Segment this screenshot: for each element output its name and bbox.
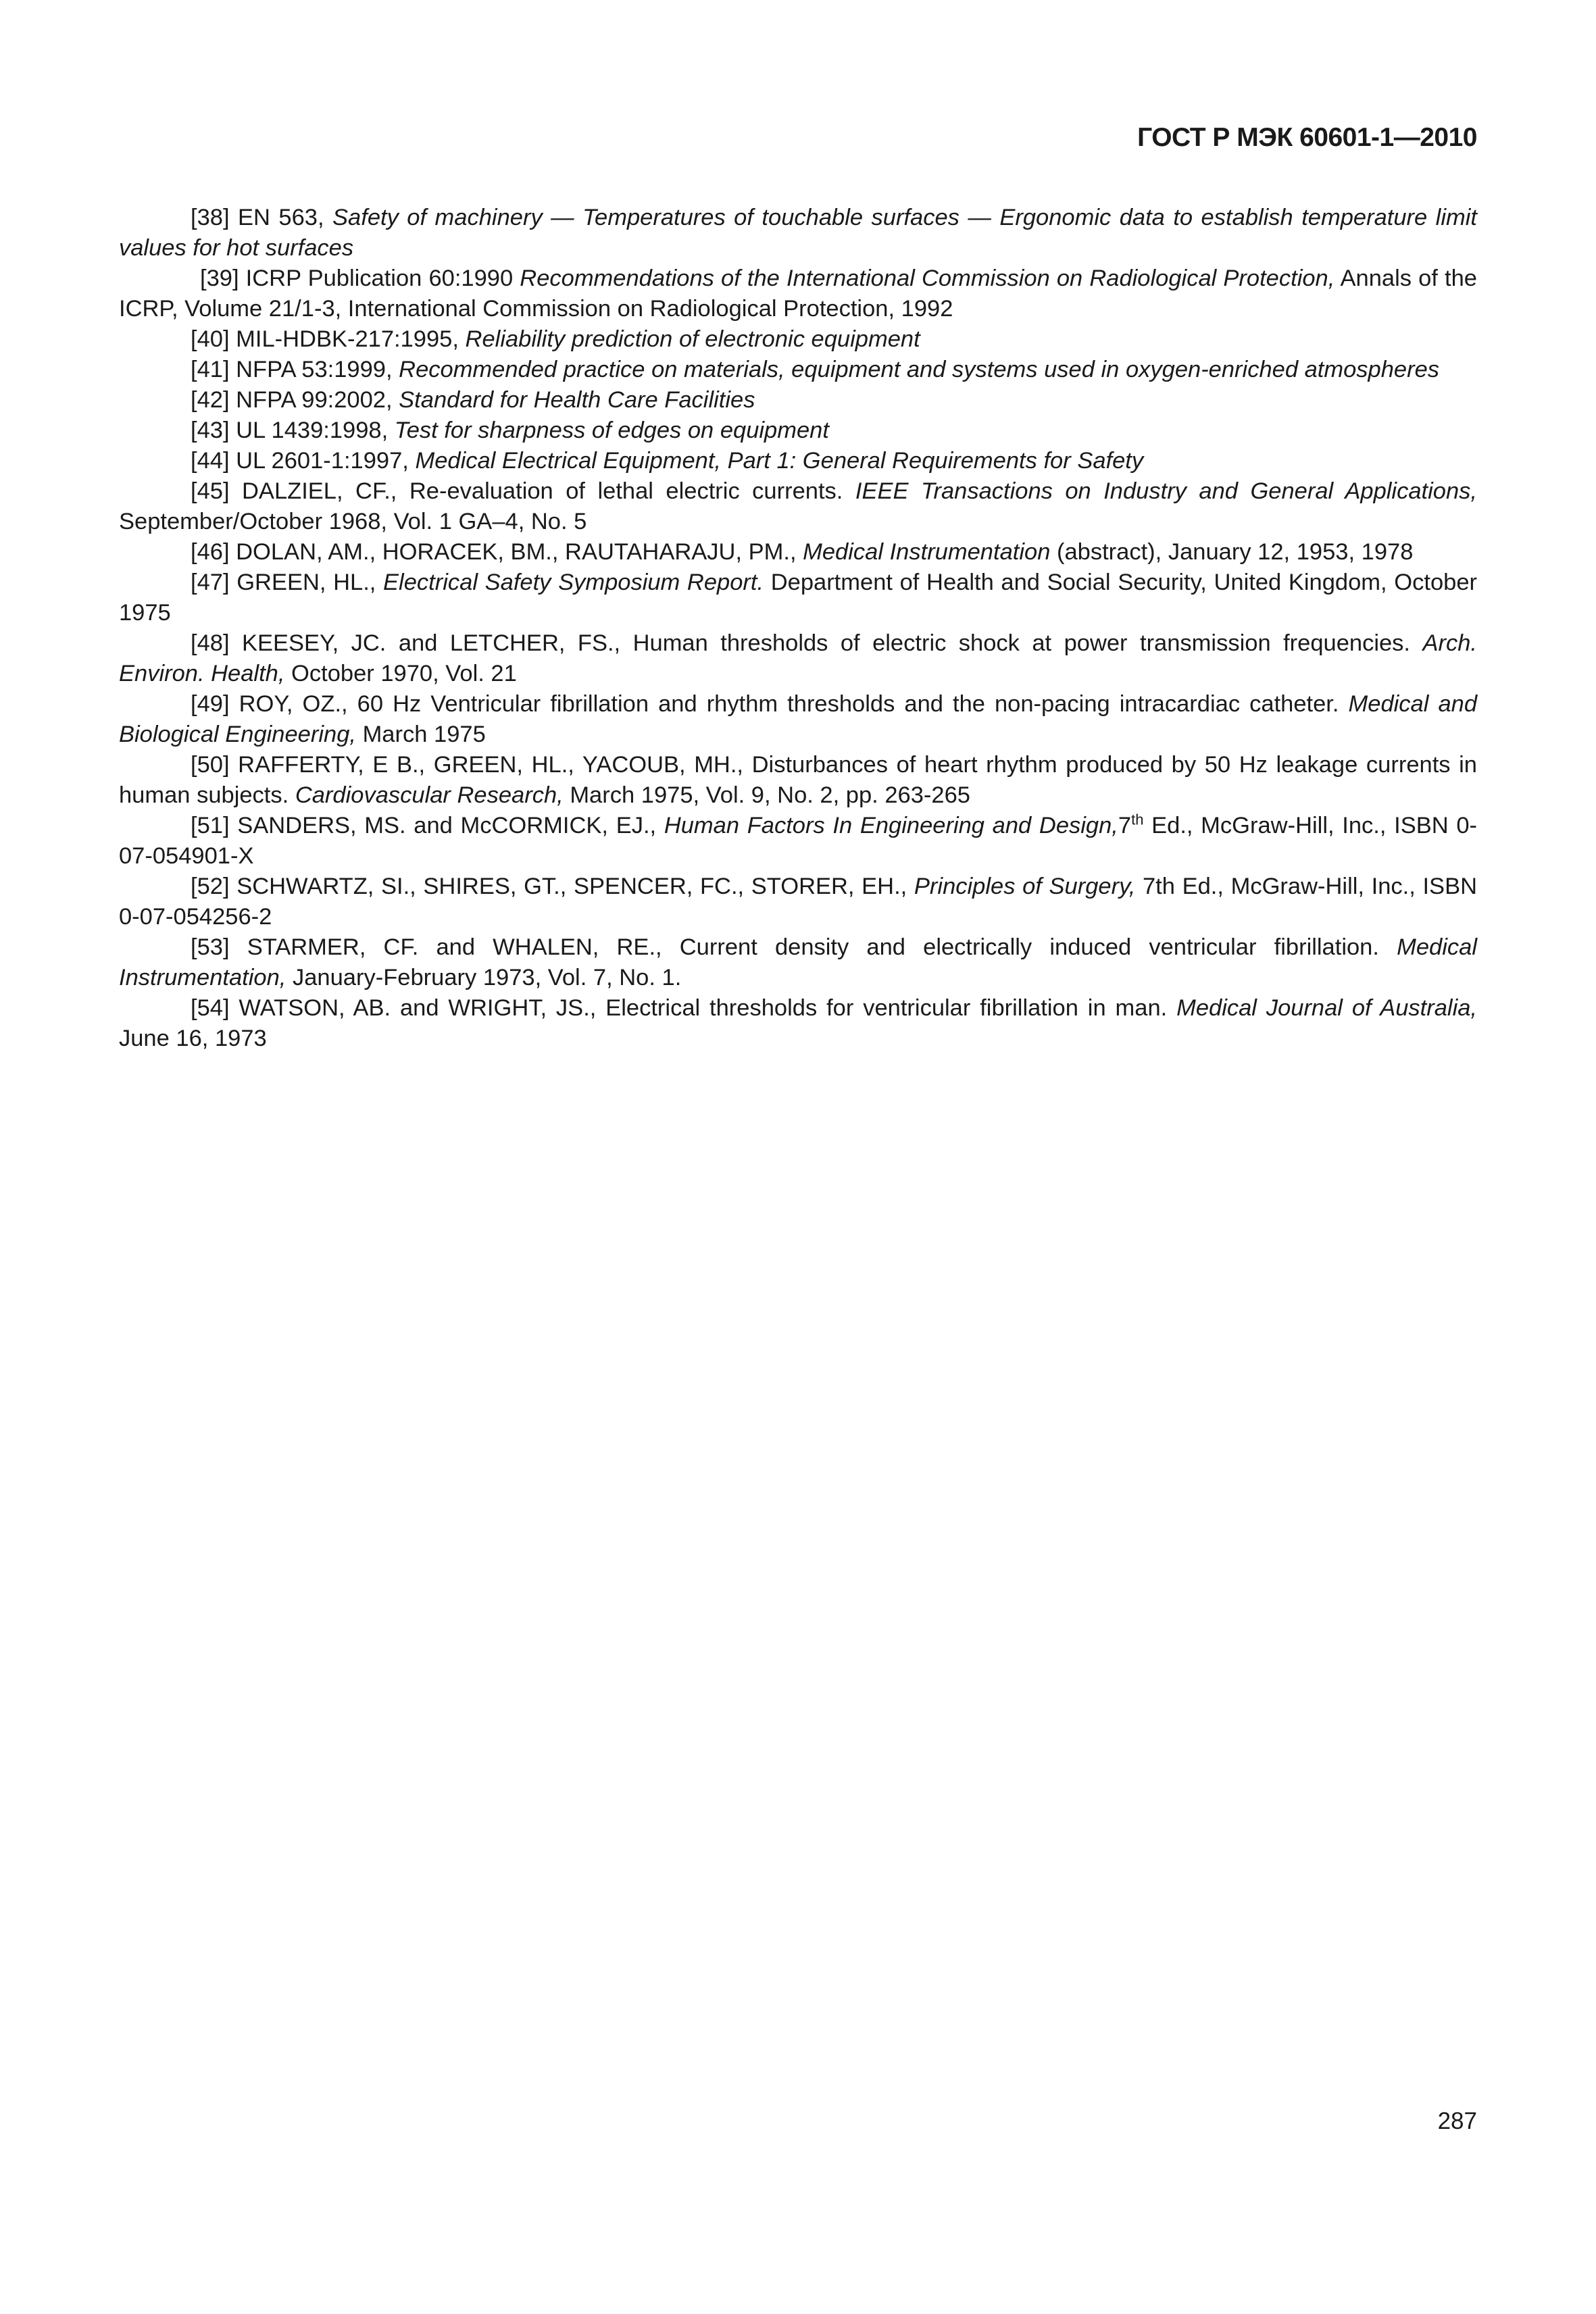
reference-item: [42] NFPA 99:2002, Standard for Health Care Facilities: [191, 387, 755, 413]
document-header: ГОСТ Р МЭК 60601-1—2010: [1137, 123, 1477, 152]
page-number: 287: [1437, 2108, 1477, 2134]
reference-item: [41] NFPA 53:1999, Recommended practice on materials, equipment and systems used in oxygen-enriched atmospheres: [191, 357, 1440, 382]
reference-item: [43] UL 1439:1998, Test for sharpness of edges on equipment: [191, 418, 829, 443]
reference-item: [38] EN 563, Safety of machinery — Temperatures of touchable surfaces — Ergonomic data to establish temperature limit values for hot surfaces: [119, 205, 1477, 261]
reference-item: [44] UL 2601-1:1997, Medical Electrical Equipment, Part 1: General Requirements for Safety: [191, 448, 1144, 474]
reference-item: [40] MIL-HDBK-217:1995, Reliability prediction of electronic equipment: [191, 326, 920, 352]
reference-item: [54] WATSON, AB. and WRIGHT, JS., Electrical thresholds for ventricular fibrillation in man. Medical Journal of Australia, June 16, 1973: [119, 995, 1478, 1051]
reference-item: [51] SANDERS, MS. and McCORMICK, EJ., Human Factors In Engineering and Design,7th Ed., McGraw-Hill, Inc., ISBN 0-07-054901-X: [119, 811, 1478, 869]
reference-item: [50] RAFFERTY, E B., GREEN, HL., YACOUB, MH., Disturbances of heart rhythm produced by 50 Hz leakage currents in human subjects. Cardiovascular Research, March 1975, Vol. 9, No. 2, pp. 263-265: [119, 752, 1477, 808]
reference-item: [49] ROY, OZ., 60 Hz Ventricular fibrillation and rhythm thresholds and the non-pacing intracardiac catheter. Medical and Biological Engineering, March 1975: [119, 691, 1477, 747]
reference-item: [46] DOLAN, AM., HORACEK, BM., RAUTAHARAJU, PM., Medical Instrumentation (abstract), January 12, 1953, 1978: [191, 539, 1414, 565]
reference-item: [45] DALZIEL, CF., Re-evaluation of lethal electric currents. IEEE Transactions on Industry and General Applications, September/October 1968, Vol. 1 GA–4, No. 5: [119, 478, 1477, 534]
reference-item: [48] KEESEY, JC. and LETCHER, FS., Human thresholds of electric shock at power transmission frequencies. Arch. Environ. Health, October 1970, Vol. 21: [119, 630, 1477, 686]
reference-item: [52] SCHWARTZ, SI., SHIRES, GT., SPENCER, FC., STORER, EH., Principles of Surgery, 7th Ed., McGraw-Hill, Inc., ISBN 0-07-054256-2: [119, 874, 1477, 930]
reference-item: [47] GREEN, HL., Electrical Safety Symposium Report. Department of Health and Social Security, United Kingdom, October 1975: [119, 570, 1477, 626]
reference-item: [39] ICRP Publication 60:1990 Recommendations of the International Commission on Radiological Protection, Annals of the ICRP, Volume 21/1-3, International Commission on Radiological Protection, 1992: [119, 266, 1477, 322]
reference-list: [119, 203, 1477, 1054]
reference-item: [53] STARMER, CF. and WHALEN, RE., Current density and electrically induced ventricular fibrillation. Medical Instrumentation, January-February 1973, Vol. 7, No. 1.: [119, 934, 1477, 990]
